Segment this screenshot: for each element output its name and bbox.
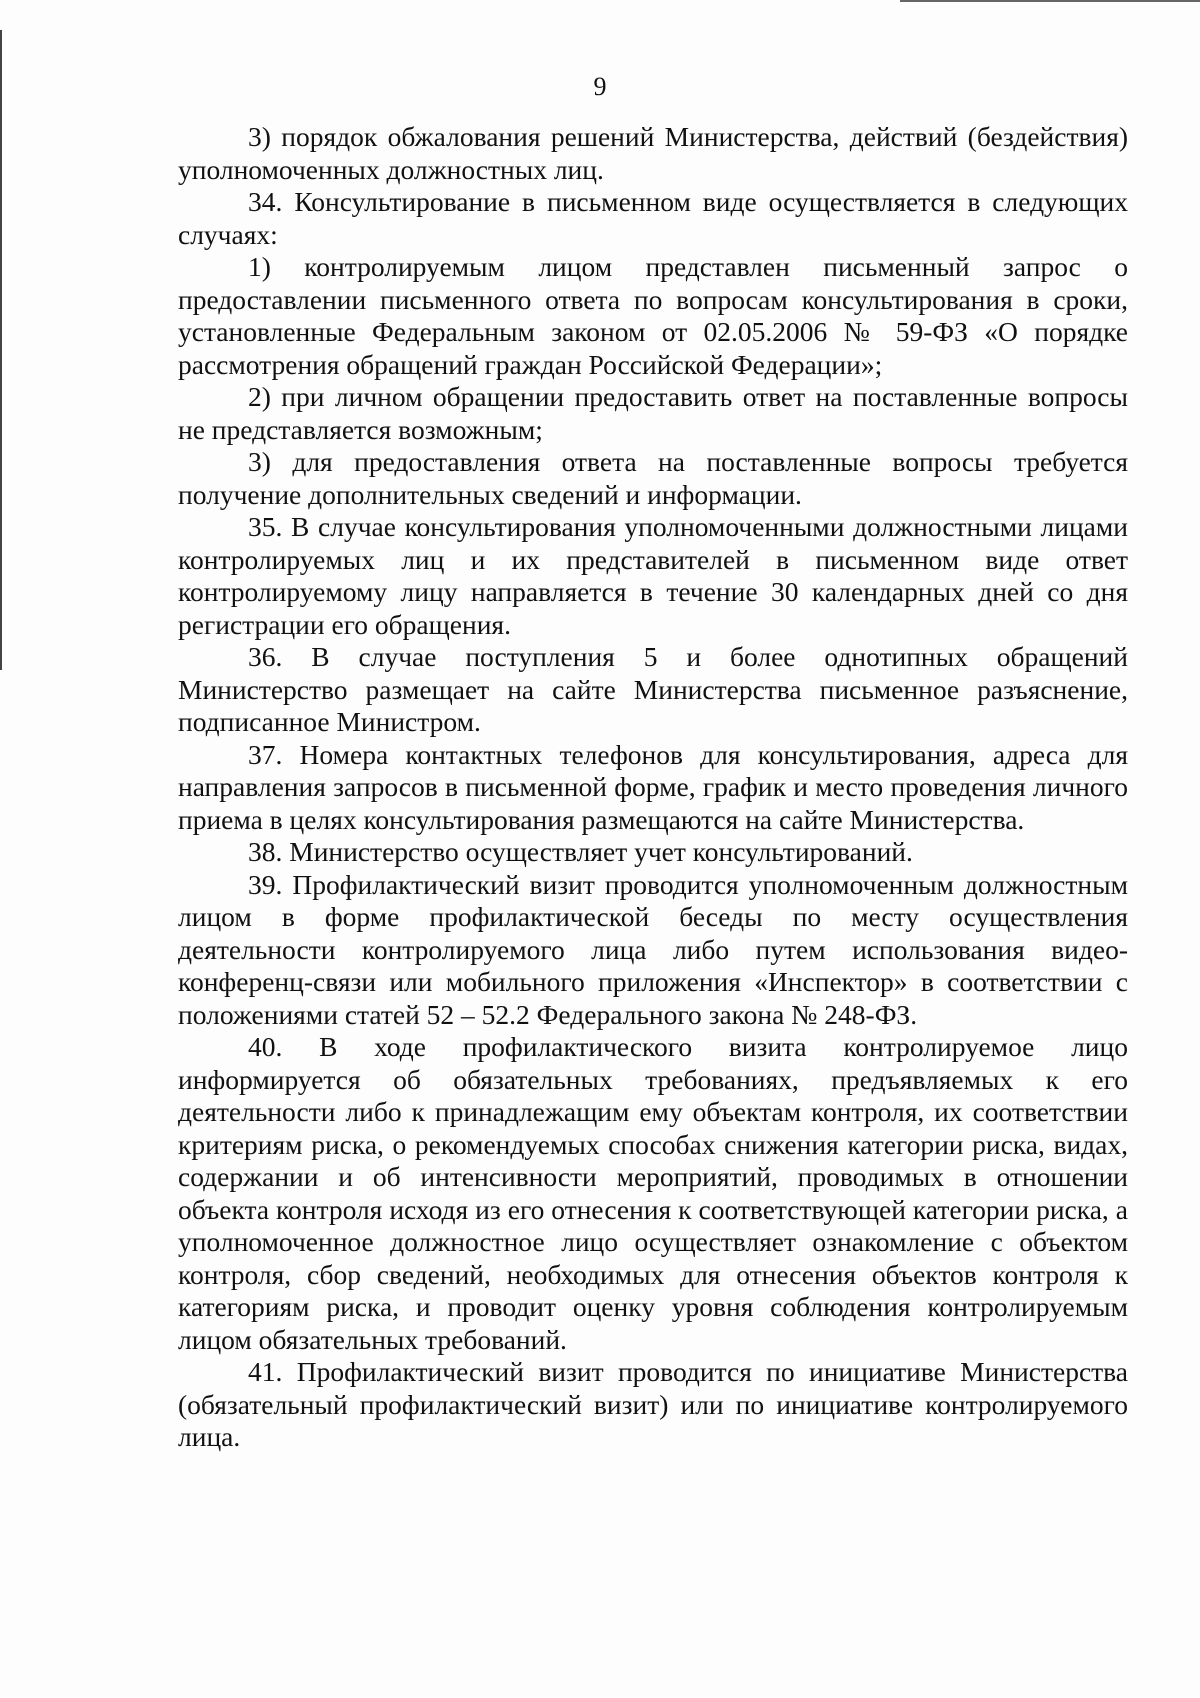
paragraph: 2) при личном обращении предоставить ответ на поставленные вопросы не представляется возможным; [178, 381, 1128, 445]
paragraph: 34. Консультирование в письменном виде осуществляется в следующих случаях: [178, 186, 1128, 250]
paragraph: 3) порядок обжалования решений Министерства, действий (бездействия) уполномоченных должностных лиц. [178, 121, 1128, 185]
paragraph: 41. Профилактический визит проводится по инициативе Министерства (обязательный профилактический визит) или по инициативе контролируемого лица. [178, 1356, 1128, 1452]
document-body [178, 121, 1128, 1454]
paragraph: 35. В случае консультирования уполномоченными должностными лицами контролируемых лиц и их представителей в письменном виде ответ контролируемому лицу направляется в течение 30 календарных дней со дня регистрации его обращения. [178, 511, 1128, 640]
scan-top-edge [900, 0, 1200, 2]
paragraph: 39. Профилактический визит проводится уполномоченным должностным лицом в форме профилактической беседы по месту осуществления деятельности контролируемого лица либо путем использования видео-конференц-связи или мобильного приложения «Инспектор» в соответствии с положениями статей 52 – 52.2 Федерального закона № 248-ФЗ. [178, 868, 1128, 1030]
paragraph: 36. В случае поступления 5 и более однотипных обращений Министерство размещает на сайте Министерства письменное разъяснение, подписанное Министром. [178, 641, 1128, 737]
paragraph: 3) для предоставления ответа на поставленные вопросы требуется получение дополнительных сведений и информации. [178, 446, 1128, 510]
scan-left-edge [0, 30, 2, 670]
page-number: 9 [593, 72, 607, 101]
paragraph: 38. Министерство осуществляет учет консультирований. [248, 836, 913, 867]
paragraph: 37. Номера контактных телефонов для консультирования, адреса для направления запросов в письменной форме, график и место проведения личного приема в целях консультирования размещаются на сайте Министерства. [178, 738, 1128, 835]
paragraph: 40. В ходе профилактического визита контролируемое лицо информируется об обязательных требованиях, предъявляемых к его деятельности либо к принадлежащим ему объектам контроля, их соответствии критериям риска, о рекомендуемых способах снижения категории риска, видах, содержании и об интенсивности мероприятий, проводимых в отношении объекта контроля исходя из его отнесения к соответствующей категории риска, а уполномоченное должностное лицо осуществляет ознакомление с объектом контроля, сбор сведений, необходимых для отнесения объектов контроля к категориям риска, и проводит оценку уровня соблюдения контролируемым лицом обязательных требований. [178, 1031, 1128, 1355]
paragraph: 1) контролируемым лицом представлен письменный запрос о предоставлении письменного ответа по вопросам консультирования в сроки, установленные Федеральным законом от 02.05.2006 № 59-ФЗ «О порядке рассмотрения обращений граждан Российской Федерации»; [178, 251, 1128, 380]
